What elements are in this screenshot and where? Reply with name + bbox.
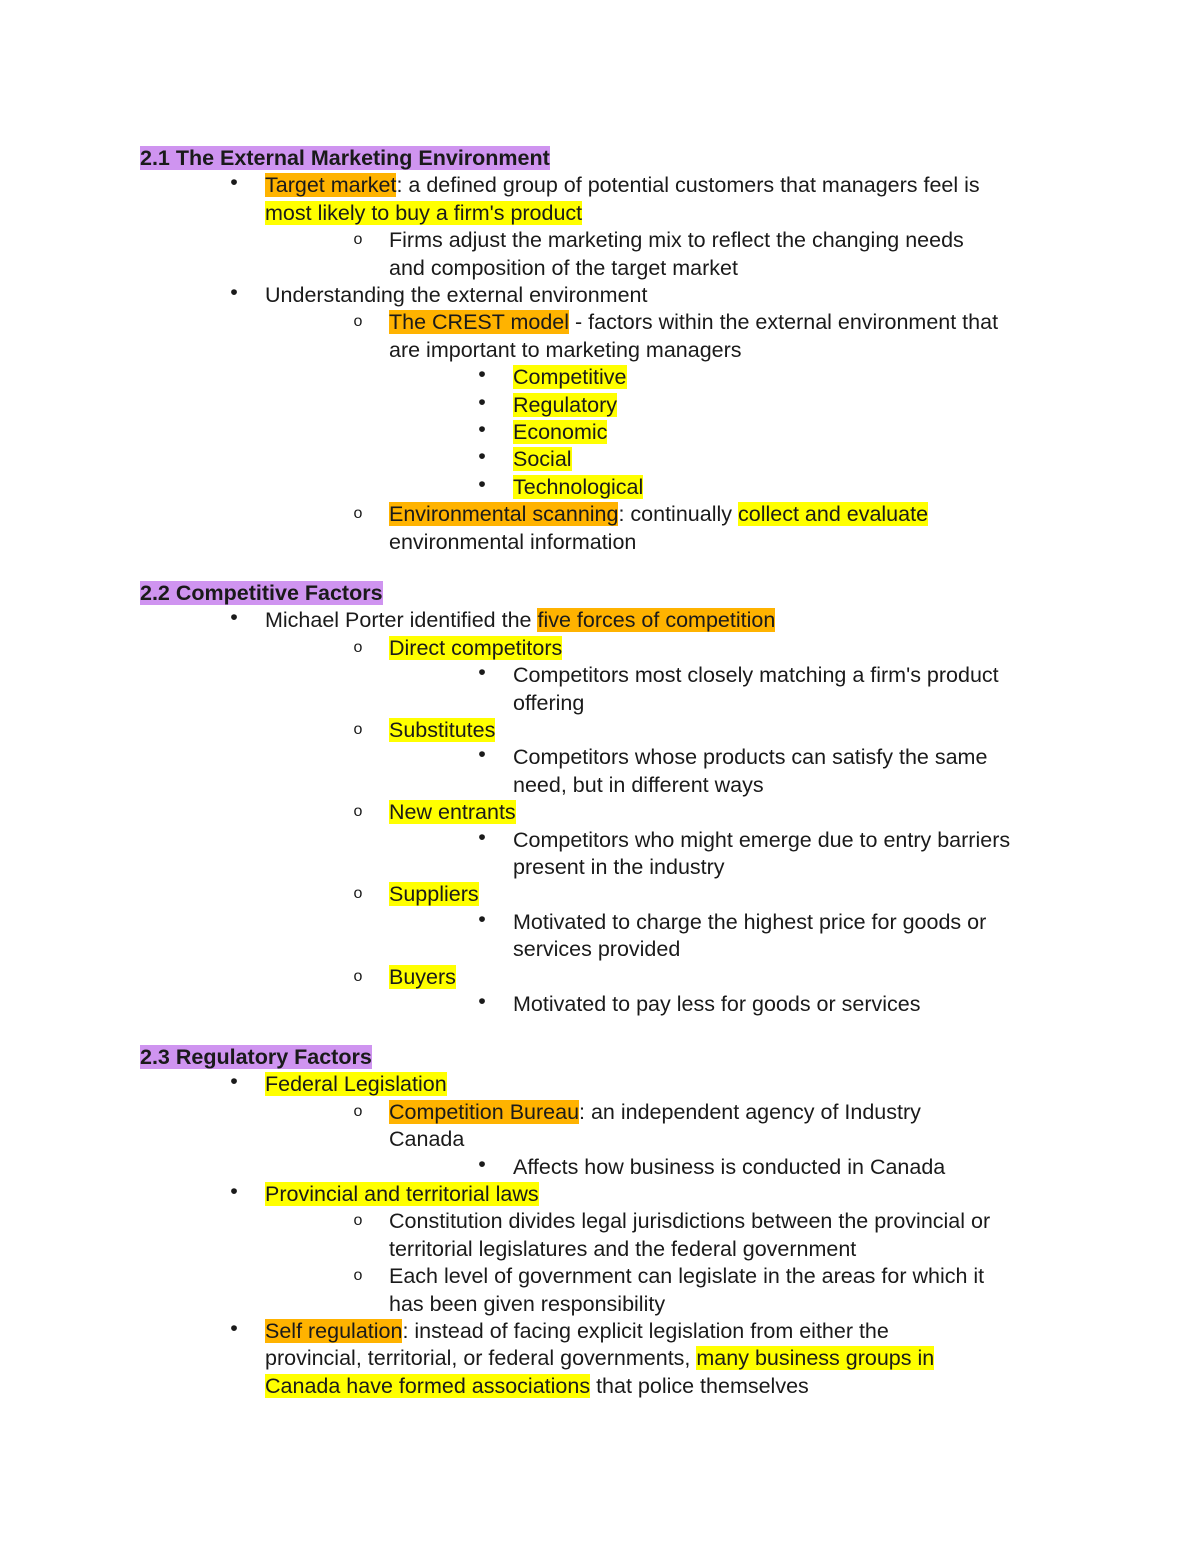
text-segment: are important to marketing managers <box>389 337 742 362</box>
list-item-line <box>513 419 607 446</box>
list-item-line <box>265 282 647 309</box>
text-segment: Affects how business is conducted in Canada <box>513 1154 946 1179</box>
list-item-line <box>389 1236 856 1263</box>
highlighted-text: Direct competitors <box>389 635 563 660</box>
bullet-icon: • <box>230 1069 238 1094</box>
list-item-line <box>389 881 479 908</box>
hollow-bullet-icon: o <box>353 885 363 903</box>
hollow-bullet-icon: o <box>353 231 363 249</box>
highlighted-text: New entrants <box>389 800 516 825</box>
highlighted-text: Competitive <box>513 365 627 390</box>
highlighted-text: The CREST model <box>389 310 570 335</box>
hollow-bullet-icon: o <box>353 1267 363 1285</box>
highlighted-text: Environmental scanning <box>389 502 619 527</box>
text-segment: services provided <box>513 937 681 962</box>
highlighted-text: Canada have formed associations <box>265 1373 591 1398</box>
list-item-line <box>389 529 636 556</box>
highlighted-text: Provincial and territorial laws <box>265 1182 539 1206</box>
list-item-line <box>389 635 562 662</box>
bullet-icon: • <box>478 471 486 496</box>
text-segment: Each level of government can legislate in the areas for which it <box>389 1264 985 1289</box>
heading-text: 2.2 Competitive Factors <box>140 581 383 605</box>
text-segment: : a defined group of potential customers that managers feel is <box>396 173 980 198</box>
hollow-bullet-icon: o <box>353 313 363 331</box>
highlighted-text: Social <box>513 447 572 472</box>
list-item-line <box>389 799 516 826</box>
section-heading <box>140 580 383 607</box>
text-segment: present in the industry <box>513 855 725 879</box>
highlighted-text: many business groups in <box>696 1346 935 1371</box>
text-segment: environmental information <box>389 529 637 554</box>
list-item-line <box>389 501 928 528</box>
highlighted-text: five forces of competition <box>537 608 776 633</box>
bullet-icon: • <box>478 389 486 414</box>
list-item-line <box>389 337 742 364</box>
text-segment: Competitors who might emerge due to entry barriers <box>513 827 1011 852</box>
text-segment: Understanding the external environment <box>265 283 648 307</box>
bullet-icon: • <box>230 605 238 630</box>
text-segment: Motivated to pay less for goods or services <box>513 992 921 1016</box>
bullet-icon: • <box>478 824 486 849</box>
highlighted-text: Substitutes <box>389 718 496 742</box>
heading-text: 2.1 The External Marketing Environment <box>140 146 550 170</box>
bullet-icon: • <box>478 1151 486 1176</box>
bullet-icon: • <box>230 170 238 195</box>
section-heading <box>140 145 550 172</box>
list-item-line <box>513 744 987 771</box>
text-segment: Competitors most closely matching a firm's product <box>513 663 999 688</box>
highlighted-text: Technological <box>513 474 644 499</box>
hollow-bullet-icon: o <box>353 638 363 656</box>
list-item-line <box>389 717 495 744</box>
highlighted-text: collect and evaluate <box>737 502 929 527</box>
bullet-icon: • <box>478 362 486 387</box>
highlighted-text: Suppliers <box>389 882 479 907</box>
list-item-line <box>265 1318 889 1345</box>
hollow-bullet-icon: o <box>353 1212 363 1230</box>
list-item-line <box>389 1099 921 1126</box>
highlighted-text: Target market <box>265 173 397 198</box>
list-item-line <box>389 309 998 336</box>
list-item-line <box>513 991 921 1018</box>
list-item-line <box>513 392 617 419</box>
bullet-icon: • <box>478 742 486 767</box>
highlighted-text: Economic <box>513 420 608 444</box>
text-segment: and composition of the target market <box>389 255 738 280</box>
text-segment: : continually <box>618 502 738 527</box>
bullet-icon: • <box>478 989 486 1013</box>
list-item-line <box>513 827 1010 854</box>
text-segment: : instead of facing explicit legislation from either the <box>402 1319 889 1343</box>
list-item-line <box>513 662 999 689</box>
highlighted-text: Buyers <box>389 964 456 989</box>
list-item-line <box>265 607 775 634</box>
highlighted-text: Self regulation <box>265 1319 403 1343</box>
bullet-icon: • <box>478 417 486 441</box>
list-item-line <box>389 1291 665 1318</box>
bullet-icon: • <box>230 1316 238 1340</box>
highlighted-text: Federal Legislation <box>265 1072 447 1097</box>
text-segment: Competitors whose products can satisfy the same <box>513 745 988 770</box>
text-segment: : an independent agency of Industry <box>579 1099 921 1124</box>
list-item-line <box>265 1373 809 1400</box>
hollow-bullet-icon: o <box>353 1102 363 1120</box>
text-segment: - factors within the external environment that <box>569 310 999 335</box>
list-item-line <box>389 1208 990 1235</box>
list-item-line <box>513 854 725 881</box>
heading-text: 2.3 Regulatory Factors <box>140 1045 372 1069</box>
list-item-line <box>513 909 986 936</box>
text-segment: offering <box>513 690 585 715</box>
hollow-bullet-icon: o <box>353 721 363 738</box>
bullet-icon: • <box>478 444 486 469</box>
list-item-line <box>513 446 572 473</box>
list-item-line <box>513 690 584 717</box>
list-item-line <box>513 1154 945 1181</box>
highlighted-text: most likely to buy a firm's product <box>265 200 583 225</box>
list-item-line <box>513 474 643 501</box>
list-item-line <box>513 364 627 391</box>
text-segment: need, but in different ways <box>513 772 764 797</box>
text-segment: Canada <box>389 1127 465 1152</box>
list-item-line <box>389 964 456 991</box>
bullet-icon: • <box>478 906 486 931</box>
list-item-line <box>513 772 764 799</box>
text-segment: that police themselves <box>590 1373 809 1398</box>
text-segment: Firms adjust the marketing mix to reflect the changing needs <box>389 228 964 253</box>
list-item-line <box>265 172 980 199</box>
section-heading <box>140 1044 372 1071</box>
text-segment: provincial, territorial, or federal governments, <box>265 1346 697 1371</box>
list-item-line <box>265 1071 447 1098</box>
text-segment: territorial legislatures and the federal government <box>389 1236 857 1261</box>
text-segment: Constitution divides legal jurisdictions between the provincial or <box>389 1209 991 1234</box>
list-item-line <box>265 1181 539 1208</box>
list-item-line <box>389 227 964 254</box>
hollow-bullet-icon: o <box>353 967 363 985</box>
list-item-line <box>265 200 582 227</box>
bullet-icon: • <box>230 280 238 304</box>
list-item-line <box>389 255 738 282</box>
bullet-icon: • <box>230 1179 238 1203</box>
text-segment: has been given responsibility <box>389 1291 666 1316</box>
bullet-icon: • <box>478 660 486 685</box>
list-item-line <box>265 1345 934 1372</box>
list-item-line <box>389 1263 984 1290</box>
highlighted-text: Regulatory <box>513 392 617 417</box>
highlighted-text: Competition Bureau <box>389 1099 580 1124</box>
text-segment: Michael Porter identified the <box>265 608 538 633</box>
list-item-line <box>513 936 680 963</box>
text-segment: Motivated to charge the highest price for goods or <box>513 909 987 934</box>
hollow-bullet-icon: o <box>353 803 363 821</box>
list-item-line <box>389 1126 464 1153</box>
hollow-bullet-icon: o <box>353 505 363 523</box>
